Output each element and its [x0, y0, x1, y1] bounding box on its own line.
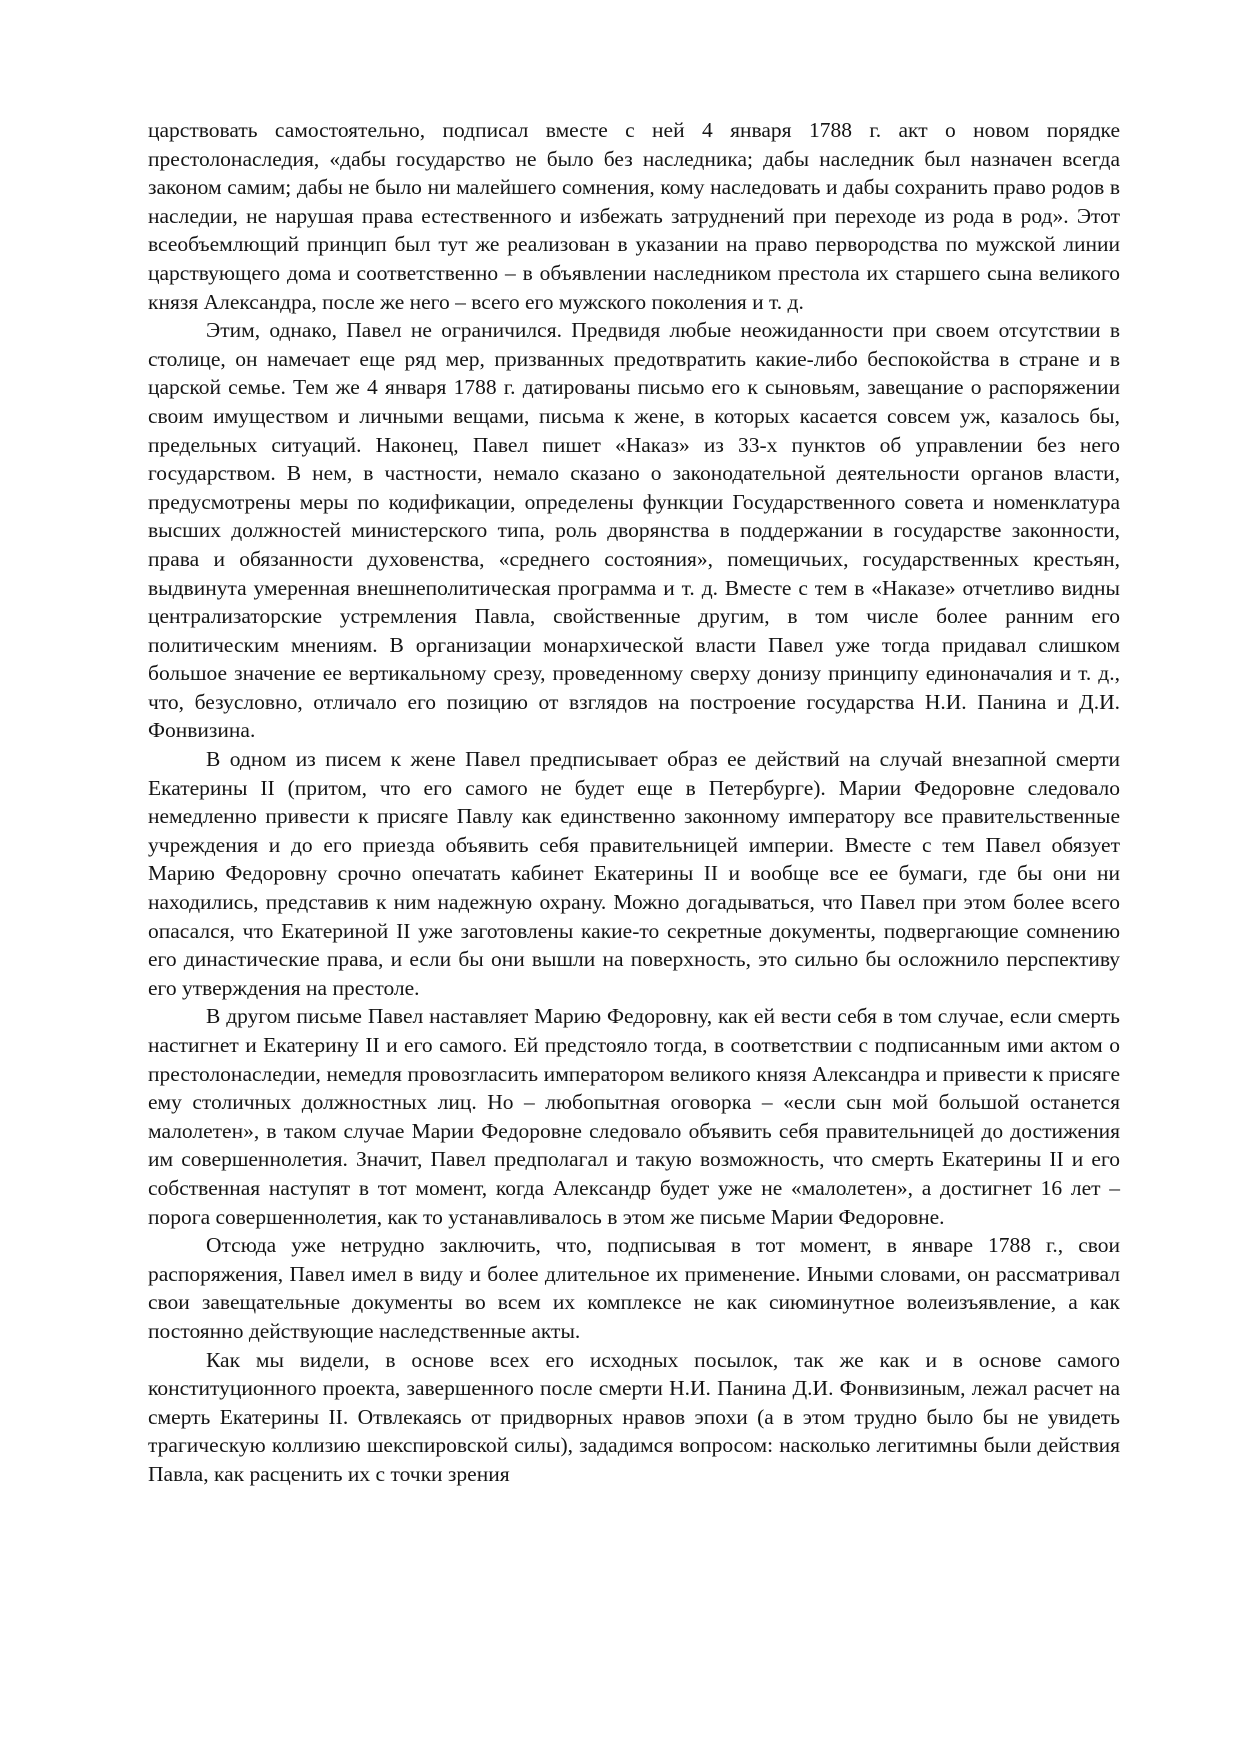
paragraph-3: В одном из писем к жене Павел предписывает образ ее действий на случай внезапной смерти Екатерины II (притом, что его самого не будет еще в Петербурге). Марии Федоровне следовало немедленно привести к присяге Павлу как единственно законному императору все правительственные учреждения и до его приезда объявить себя правительницей империи. Вместе с тем Павел обязует Марию Федоровну срочно опечатать кабинет Екатерины II и вообще все ее бумаги, где бы они ни находились, представив к ним надежную охрану. Можно догадываться, что Павел при этом более всего опасался, что Екатериной II уже заготовлены какие-то секретные документы, подвергающие сомнению его династические права, и если бы они вышли на поверхность, это сильно бы осложнило перспективу его утверждения на престоле. — [148, 747, 1120, 1000]
paragraph-2: Этим, однако, Павел не ограничился. Предвидя любые неожиданности при своем отсутствии в столице, он намечает еще ряд мер, призванных предотвратить какие-либо беспокойства в стране и в царской семье. Тем же 4 января 1788 г. датированы письмо его к сыновьям, завещание о распоряжении своим имуществом и личными вещами, письма к жене, в которых касается совсем уж, казалось бы, предельных ситуаций. Наконец, Павел пишет «Наказ» из 33-х пунктов об управлении без него государством. В нем, в частности, немало сказано о законодательной деятельности органов власти, предусмотрены меры по кодификации, определены функции Государственного совета и номенклатура высших должностей министерского типа, роль дворянства в поддержании в государстве законности, права и обязанности духовенства, «среднего состояния», помещичьих, государственных крестьян, выдвинута умеренная внешнеполитическая программа и т. д. Вместе с тем в «Наказе» отчетливо видны централизаторские устремления Павла, свойственные другим, в том числе более ранним его политическим мнениям. В организации монархической власти Павел уже тогда придавал слишком большое значение ее вертикальному срезу, проведенному сверху донизу принципу единоначалия и т. д., что, безусловно, отличало его позицию от взглядов на построение государства Н.И. Панина и Д.И. Фонвизина. — [148, 318, 1120, 743]
paragraph-4: В другом письме Павел наставляет Марию Федоровну, как ей вести себя в том случае, если смерть настигнет и Екатерину II и его самого. Ей предстояло тогда, в соответствии с подписанным ими актом о престолонаследии, немедля провозгласить императором великого князя Александра и привести к присяге ему столичных должностных лиц. Но – любопытная оговорка – «если сын мой большой останется малолетен», в таком случае Марии Федоровне следовало объявить себя правительницей до достижения им совершеннолетия. Значит, Павел предполагал и такую возможность, что смерть Екатерины II и его собственная наступят в тот момент, когда Александр будет уже не «малолетен», а достигнет 16 лет – порога совершеннолетия, как то устанавливалось в этом же письме Марии Федоровне. — [148, 1004, 1120, 1229]
paragraph-5: Отсюда уже нетрудно заключить, что, подписывая в тот момент, в январе 1788 г., свои распоряжения, Павел имел в виду и более длительное их применение. Иными словами, он рассматривал свои завещательные документы во всем их комплексе не как сиюминутное волеизъявление, а как постоянно действующие наследственные акты. — [148, 1233, 1120, 1343]
paragraph-6: Как мы видели, в основе всех его исходных посылок, так же как и в основе самого конституционного проекта, завершенного после смерти Н.И. Панина Д.И. Фонвизиным, лежал расчет на смерть Екатерины II. Отвлекаясь от придворных нравов эпохи (а в этом трудно было бы не увидеть трагическую коллизию шекспировской силы), зададимся вопросом: насколько легитимны были действия Павла, как расценить их с точки зрения — [148, 1347, 1120, 1486]
paragraph-1: царствовать самостоятельно, подписал вместе с ней 4 января 1788 г. акт о новом порядке престолонаследия, «дабы государство не было без наследника; дабы наследник был назначен всегда законом самим; дабы не было ни малейшего сомнения, кому наследовать и дабы сохранить право родов в наследии, не нарушая права естественного и избежать затруднений при переходе из рода в род». Этот всеобъемлющий принцип был тут же реализован в указании на право первородства по мужской линии царствующего дома и соответственно – в объявлении наследником престола их старшего сына великого князя Александра, после же него – всего его мужского поколения и т. д. — [148, 118, 1120, 314]
document-page — [148, 116, 1120, 1489]
